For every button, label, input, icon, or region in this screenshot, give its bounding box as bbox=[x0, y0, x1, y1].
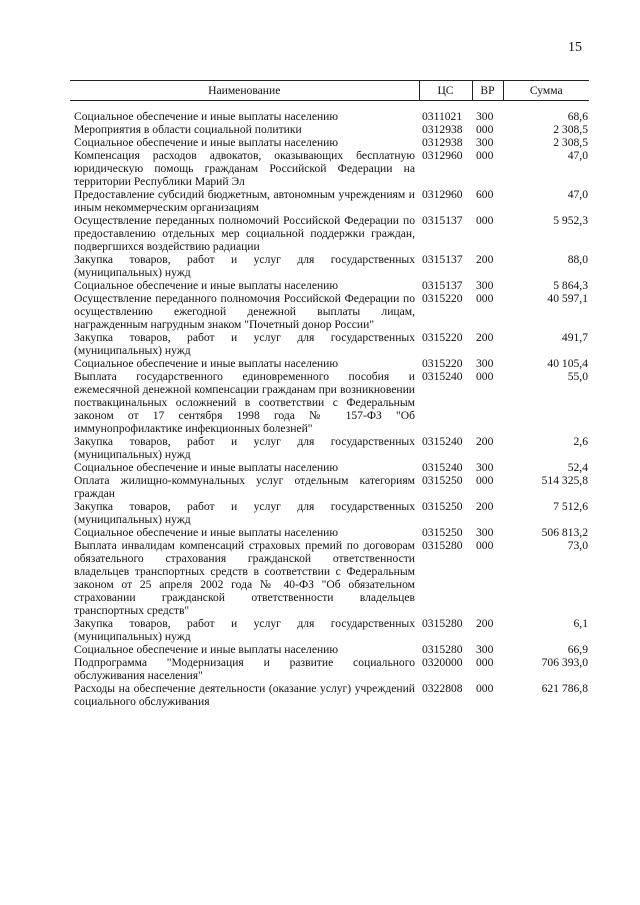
cell-name: Подпрограмма "Модернизация и развитие социального обслуживания населения" bbox=[74, 656, 415, 682]
cell-cs: 0315137 bbox=[422, 214, 463, 227]
cell-sum: 40 105,4 bbox=[547, 357, 588, 370]
cell-name: Закупка товаров, работ и услуг для государственных (муниципальных) нужд bbox=[74, 617, 415, 643]
cell-name: Закупка товаров, работ и услуг для государственных (муниципальных) нужд bbox=[74, 253, 415, 279]
header-cs: ЦС bbox=[419, 81, 472, 101]
cell-vr: 000 bbox=[476, 370, 494, 383]
table-header bbox=[70, 81, 589, 111]
table-row bbox=[70, 279, 589, 292]
table-row bbox=[70, 110, 589, 123]
table-row bbox=[70, 123, 589, 136]
cell-vr: 000 bbox=[476, 292, 494, 305]
cell-sum: 514 325,8 bbox=[541, 474, 588, 487]
cell-vr: 000 bbox=[476, 149, 494, 162]
page-number: 15 bbox=[568, 40, 582, 55]
cell-cs: 0315240 bbox=[422, 461, 463, 474]
cell-vr: 000 bbox=[476, 682, 494, 695]
cell-cs: 0315280 bbox=[422, 539, 463, 552]
cell-sum: 2 308,5 bbox=[553, 136, 588, 149]
table-row bbox=[70, 643, 589, 656]
cell-sum: 7 512,6 bbox=[553, 500, 588, 513]
table-row bbox=[70, 617, 589, 643]
cell-name: Социальное обеспечение и иные выплаты населению bbox=[74, 279, 339, 292]
cell-vr: 300 bbox=[476, 643, 494, 656]
header-vr: ВР bbox=[472, 81, 503, 101]
cell-sum: 2 308,5 bbox=[553, 123, 588, 136]
cell-vr: 200 bbox=[476, 435, 494, 448]
table-row bbox=[70, 461, 589, 474]
cell-sum: 6,1 bbox=[573, 617, 588, 630]
cell-cs: 0315280 bbox=[422, 617, 463, 630]
cell-vr: 200 bbox=[476, 500, 494, 513]
table-row bbox=[70, 539, 589, 617]
cell-vr: 000 bbox=[476, 539, 494, 552]
cell-vr: 000 bbox=[476, 474, 494, 487]
cell-sum: 506 813,2 bbox=[541, 526, 588, 539]
cell-vr: 300 bbox=[476, 526, 494, 539]
cell-sum: 491,7 bbox=[561, 331, 588, 344]
cell-name: Социальное обеспечение и иные выплаты населению bbox=[74, 110, 339, 123]
cell-sum: 55,0 bbox=[567, 370, 588, 383]
cell-sum: 66,9 bbox=[567, 643, 588, 656]
cell-vr: 600 bbox=[476, 188, 494, 201]
table-row bbox=[70, 136, 589, 149]
cell-sum: 68,6 bbox=[567, 110, 588, 123]
cell-vr: 200 bbox=[476, 253, 494, 266]
cell-cs: 0315240 bbox=[422, 435, 463, 448]
table-row bbox=[70, 656, 589, 682]
cell-name: Выплата инвалидам компенсаций страховых премий по договорам обязательного страхования гражданской ответственности владельцев транспортных средств в соответствии с Федеральным законом от 25 апреля 2002 года № 40-ФЗ "Об обязательном страховании гражданской ответственности владельцев транспортных средств" bbox=[74, 539, 415, 617]
table-row bbox=[70, 526, 589, 539]
cell-sum: 52,4 bbox=[567, 461, 588, 474]
cell-name: Компенсация расходов адвокатов, оказывающих бесплатную юридическую помощь гражданам Российской Федерации на территории Республики Марий Эл bbox=[74, 149, 415, 188]
cell-name: Осуществление переданных полномочий Российской Федерации по предоставлению отдельных мер социальной поддержки граждан, подвергшихся воздействию радиации bbox=[74, 214, 415, 253]
cell-cs: 0311021 bbox=[422, 110, 463, 123]
cell-sum: 5 952,3 bbox=[553, 214, 588, 227]
cell-sum: 47,0 bbox=[567, 149, 588, 162]
cell-sum: 88,0 bbox=[567, 253, 588, 266]
table-row bbox=[70, 682, 589, 708]
cell-name: Социальное обеспечение и иные выплаты населению bbox=[74, 136, 339, 149]
cell-sum: 47,0 bbox=[567, 188, 588, 201]
cell-cs: 0315220 bbox=[422, 331, 463, 344]
cell-cs: 0315137 bbox=[422, 279, 463, 292]
cell-vr: 200 bbox=[476, 331, 494, 344]
header-sum: Сумма bbox=[503, 81, 589, 101]
table-row bbox=[70, 292, 589, 331]
cell-vr: 300 bbox=[476, 136, 494, 149]
cell-name: Осуществление переданного полномочия Российской Федерации по осуществлению ежегодной денежной выплаты лицам, награжденным нагрудным знаком "Почетный донор России" bbox=[74, 292, 415, 331]
cell-vr: 000 bbox=[476, 214, 494, 227]
cell-name: Предоставление субсидий бюджетным, автономным учреждениям и иным некоммерческим организациям bbox=[74, 188, 415, 214]
cell-sum: 73,0 bbox=[567, 539, 588, 552]
cell-vr: 300 bbox=[476, 279, 494, 292]
budget-table bbox=[70, 80, 589, 708]
cell-cs: 0315250 bbox=[422, 526, 463, 539]
cell-sum: 706 393,0 bbox=[541, 656, 588, 669]
cell-name: Социальное обеспечение и иные выплаты населению bbox=[74, 357, 339, 370]
table-row bbox=[70, 500, 589, 526]
cell-cs: 0312938 bbox=[422, 123, 463, 136]
table-row bbox=[70, 474, 589, 500]
table-row bbox=[70, 214, 589, 253]
cell-sum: 40 597,1 bbox=[547, 292, 588, 305]
cell-name: Оплата жилищно-коммунальных услуг отдельным категориям граждан bbox=[74, 474, 415, 500]
table-row bbox=[70, 188, 589, 214]
cell-cs: 0320000 bbox=[422, 656, 463, 669]
header-name: Наименование bbox=[70, 81, 419, 101]
cell-sum: 621 786,8 bbox=[541, 682, 588, 695]
cell-name: Мероприятия в области социальной политики bbox=[74, 123, 302, 136]
table-row bbox=[70, 370, 589, 435]
cell-sum: 5 864,3 bbox=[553, 279, 588, 292]
cell-vr: 300 bbox=[476, 461, 494, 474]
cell-name: Расходы на обеспечение деятельности (оказание услуг) учреждений социального обслуживания bbox=[74, 682, 415, 708]
cell-cs: 0312938 bbox=[422, 136, 463, 149]
cell-sum: 2,6 bbox=[573, 435, 588, 448]
cell-name: Выплата государственного единовременного пособия и ежемесячной денежной компенсации гражданам при возникновении поствакцинальных осложнений в соответствии с Федеральным законом от 17 сентября 1998 года № 157-ФЗ "Об иммунопрофилактике инфекционных болезней" bbox=[74, 370, 415, 435]
cell-cs: 0315137 bbox=[422, 253, 463, 266]
cell-vr: 000 bbox=[476, 656, 494, 669]
cell-cs: 0315250 bbox=[422, 474, 463, 487]
table-row bbox=[70, 435, 589, 461]
cell-cs: 0315250 bbox=[422, 500, 463, 513]
table-body bbox=[70, 110, 589, 708]
cell-cs: 0315280 bbox=[422, 643, 463, 656]
table-row bbox=[70, 253, 589, 279]
table-row bbox=[70, 331, 589, 357]
cell-name: Социальное обеспечение и иные выплаты населению bbox=[74, 643, 339, 656]
cell-vr: 300 bbox=[476, 110, 494, 123]
cell-name: Закупка товаров, работ и услуг для государственных (муниципальных) нужд bbox=[74, 331, 415, 357]
cell-cs: 0312960 bbox=[422, 149, 463, 162]
cell-name: Социальное обеспечение и иные выплаты населению bbox=[74, 526, 339, 539]
cell-cs: 0312960 bbox=[422, 188, 463, 201]
cell-cs: 0322808 bbox=[422, 682, 463, 695]
cell-vr: 000 bbox=[476, 123, 494, 136]
cell-cs: 0315220 bbox=[422, 357, 463, 370]
table-row bbox=[70, 357, 589, 370]
table-row bbox=[70, 149, 589, 188]
cell-name: Закупка товаров, работ и услуг для государственных (муниципальных) нужд bbox=[74, 435, 415, 461]
cell-vr: 200 bbox=[476, 617, 494, 630]
cell-cs: 0315220 bbox=[422, 292, 463, 305]
cell-name: Социальное обеспечение и иные выплаты населению bbox=[74, 461, 339, 474]
cell-name: Закупка товаров, работ и услуг для государственных (муниципальных) нужд bbox=[74, 500, 415, 526]
cell-vr: 300 bbox=[476, 357, 494, 370]
cell-cs: 0315240 bbox=[422, 370, 463, 383]
